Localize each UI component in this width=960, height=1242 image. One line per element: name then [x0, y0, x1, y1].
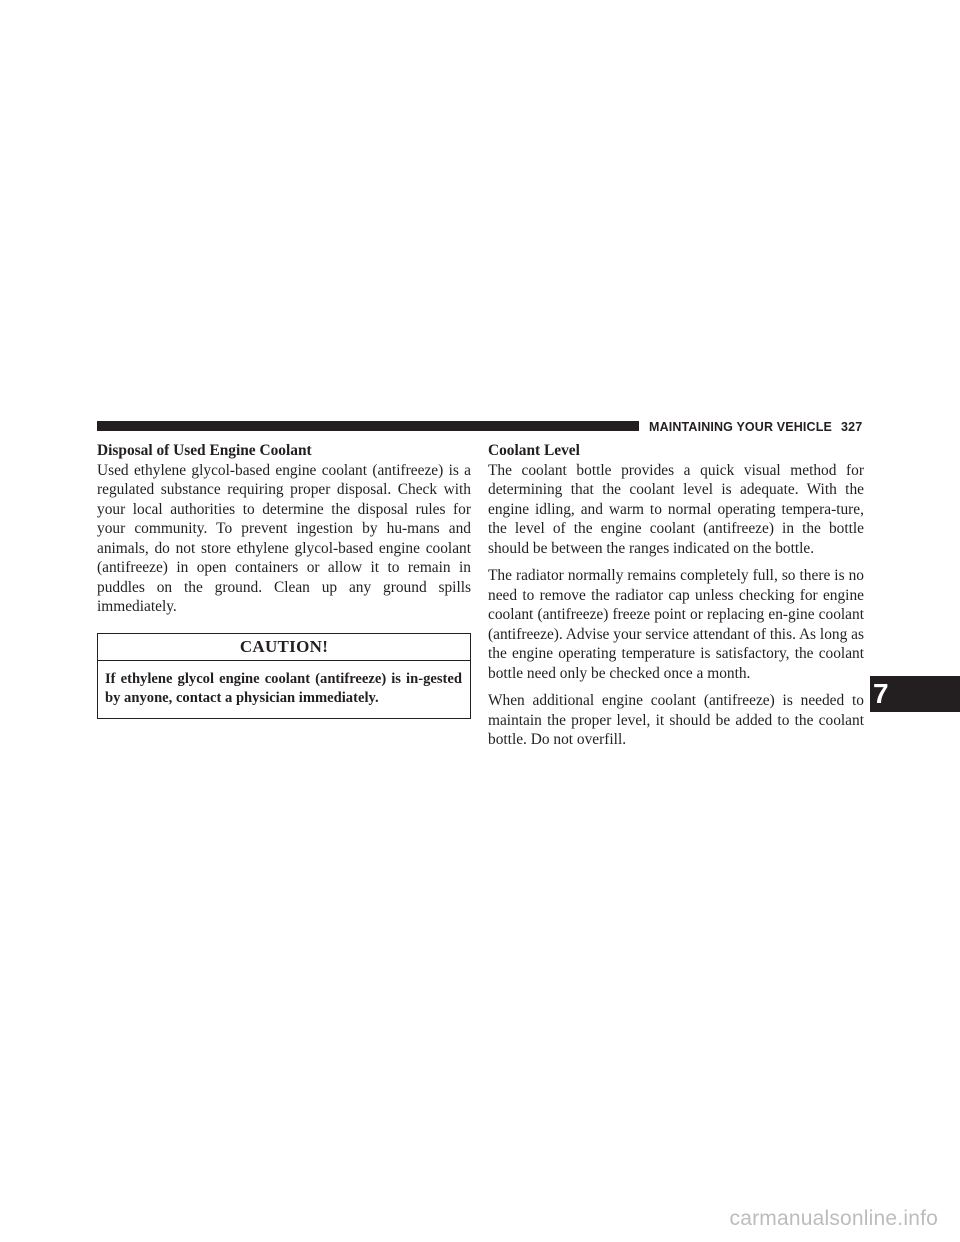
running-header [649, 418, 867, 436]
caution-box [97, 633, 471, 719]
right-column [488, 441, 864, 758]
disposal-paragraph: Used ethylene glycol-based engine coolant (antifreeze) is a regulated substance requiring proper disposal. Check with your local authorities to determine the disposal rules for your community. To prevent ingestion by hu-mans and animals, do not store ethylene glycol-based engine coolant (antifreeze) in open containers or allow it to remain in puddles on the ground. Clean up any ground spills immediately. [97, 461, 471, 615]
coolant-paragraph-1: The coolant bottle provides a quick visual method for determining that the coolant level is adequate. With the engine idling, and warm to normal operating tempera-ture, the level of the engine coolant (antifreeze) in the bottle should be between the ranges indicated on the bottle. [488, 461, 864, 557]
coolant-paragraph-2: The radiator normally remains completely full, so there is no need to remove the radiator cap unless checking for engine coolant (antifreeze) freeze point or replacing en-gine coolant (antifreeze). Advise your service attendant of this. As long as the engine operating temperature is satisfactory, the coolant bottle need only be checked once a month. [488, 567, 864, 682]
section-title: MAINTAINING YOUR VEHICLE [649, 420, 833, 434]
chapter-number: 7 [873, 678, 889, 709]
disposal-heading: Disposal of Used Engine Coolant [97, 442, 312, 459]
left-column [97, 441, 471, 719]
coolant-paragraph-3: When additional engine coolant (antifreeze) is needed to maintain the proper level, it should be added to the coolant bottle. Do not overfill. [488, 692, 864, 748]
watermark: carmanualsonline.info [729, 1207, 938, 1230]
caution-title: CAUTION! [98, 634, 470, 661]
page-number: 327 [841, 420, 863, 434]
chapter-tab [870, 676, 960, 712]
header-rule [97, 421, 639, 431]
coolant-level-heading: Coolant Level [488, 442, 580, 459]
caution-text: If ethylene glycol engine coolant (antifreeze) is in-gested by anyone, contact a physician immediately. [105, 670, 462, 706]
